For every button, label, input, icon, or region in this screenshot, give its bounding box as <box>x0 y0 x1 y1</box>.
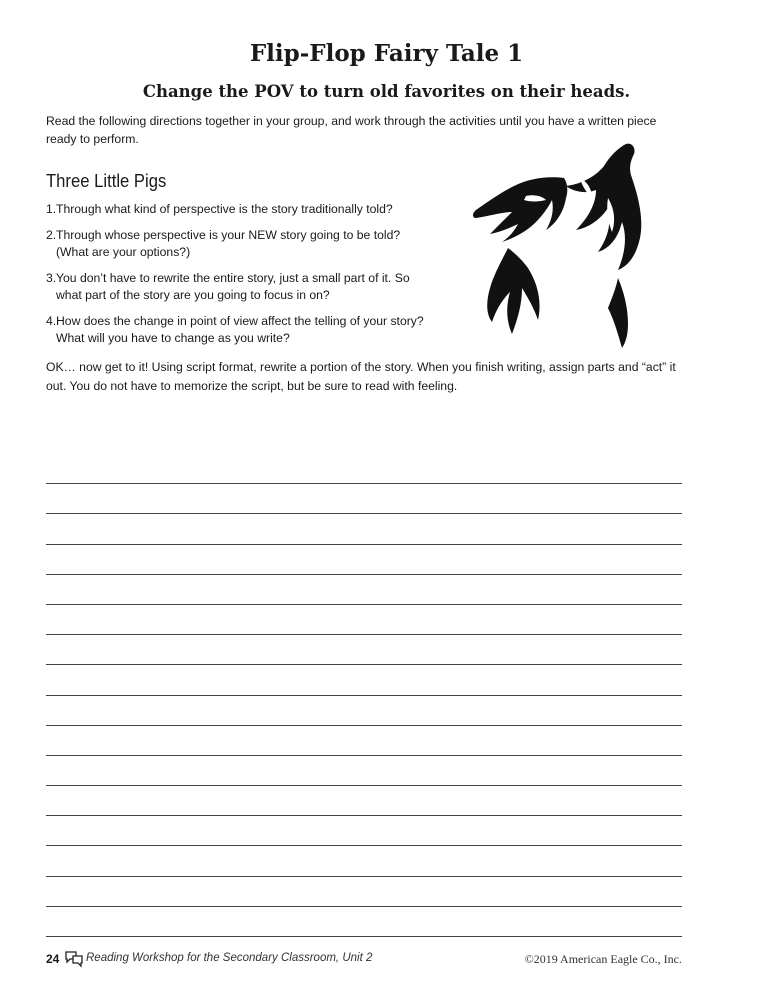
book-title: Reading Workshop for the Secondary Classroom, Unit 2 <box>86 952 373 964</box>
section-heading: Three Little Pigs <box>46 170 167 191</box>
writing-line[interactable] <box>46 907 682 937</box>
writing-line[interactable] <box>46 605 682 635</box>
writing-line[interactable] <box>46 786 682 816</box>
question-text: How does the change in point of view affect the telling of your story? What will you have to change as you write? <box>56 314 424 345</box>
writing-line[interactable] <box>46 877 682 907</box>
writing-line[interactable] <box>46 514 682 544</box>
question-number: 1. <box>46 202 57 216</box>
question-item <box>46 313 436 347</box>
writing-line[interactable] <box>46 846 682 876</box>
question-number: 3. <box>46 271 57 285</box>
writing-line[interactable] <box>46 756 682 786</box>
question-number: 2. <box>46 228 57 242</box>
question-item <box>46 270 436 304</box>
question-text: Through what kind of perspective is the story traditionally told? <box>56 202 393 216</box>
question-item <box>46 227 436 261</box>
question-number: 4. <box>46 314 57 328</box>
page-footer <box>46 950 682 968</box>
writing-line[interactable] <box>46 816 682 846</box>
page-title: Flip-Flop Fairy Tale 1 <box>249 40 524 67</box>
writing-line[interactable] <box>46 665 682 695</box>
intro-text: Read the following directions together in your group, and work through the activities until you have a written piece ready to perform. <box>46 114 657 146</box>
question-item <box>46 201 436 218</box>
question-text: You don’t have to rewrite the entire story, just a small part of it. So what part of the story are you going to focus in on? <box>56 271 410 302</box>
writing-lines <box>46 454 682 937</box>
writing-line[interactable] <box>46 696 682 726</box>
writing-line[interactable] <box>46 545 682 575</box>
page-subtitle: Change the POV to turn old favorites on their heads. <box>142 82 631 101</box>
writing-line[interactable] <box>46 454 682 484</box>
question-list <box>46 201 436 356</box>
copyright: ©2019 American Eagle Co., Inc. <box>524 952 682 966</box>
page-number: 24 <box>46 952 60 966</box>
writing-line[interactable] <box>46 484 682 514</box>
instructions-text: OK… now get to it! Using script format, rewrite a portion of the story. When you finish writing, assign parts and “act” it out. You do not have to memorize the script, but be sure to read with feeling. <box>46 360 676 393</box>
howling-wolf-icon <box>468 138 658 348</box>
question-text: Through whose perspective is your NEW story going to be told? (What are your options?) <box>56 228 401 259</box>
speech-bubbles-icon <box>64 950 84 968</box>
writing-line[interactable] <box>46 726 682 756</box>
writing-line[interactable] <box>46 635 682 665</box>
writing-line[interactable] <box>46 575 682 605</box>
